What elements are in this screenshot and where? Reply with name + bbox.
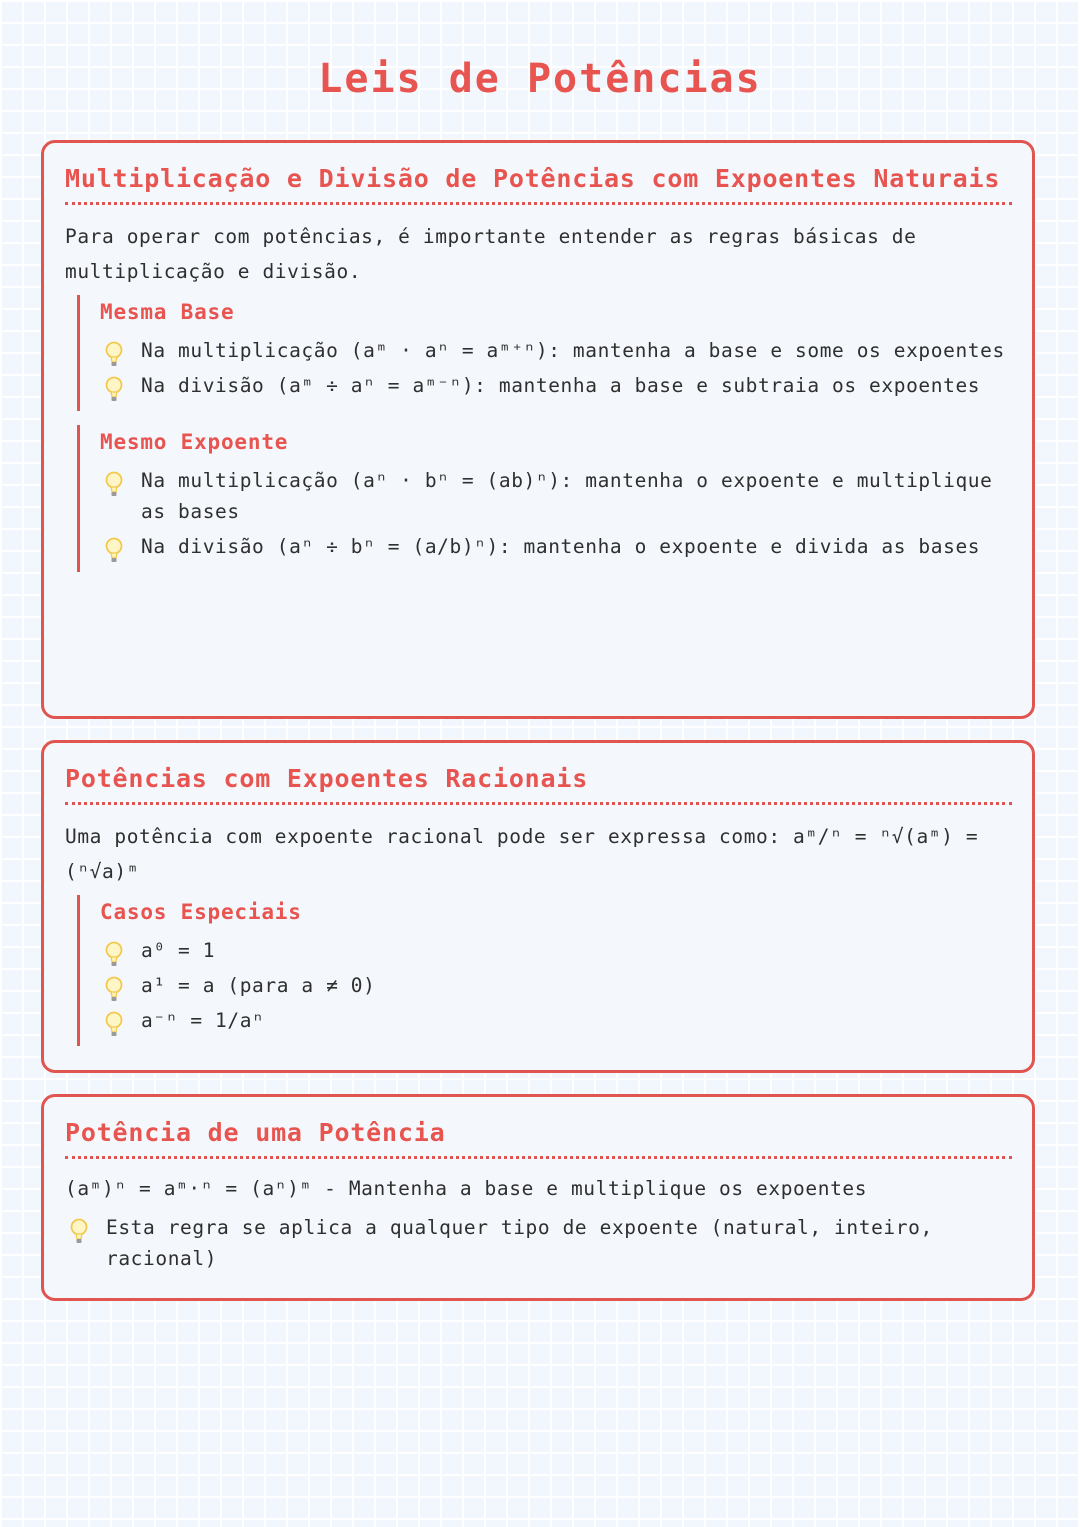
lightbulb-icon: [104, 341, 124, 369]
section-intro: Uma potência com expoente racional pode ser expressa como: aᵐ/ⁿ = ⁿ√(aᵐ) = (ⁿ√a)ᵐ: [65, 825, 979, 883]
list-item: [100, 1005, 1012, 1036]
section-power-of-power: [41, 1094, 1035, 1301]
section-rule: (aᵐ)ⁿ = aᵐ·ⁿ = (aⁿ)ᵐ - Mantenha a base e multiplique os expoentes: [65, 1177, 868, 1200]
list-item-text: Na divisão (aᵐ ÷ aⁿ = aᵐ⁻ⁿ): mantenha a base e subtraia os expoentes: [141, 374, 981, 397]
lightbulb-icon: [104, 537, 124, 565]
list-item: [100, 465, 1012, 527]
list-item: [100, 335, 1012, 366]
section-heading: Potências com Expoentes Racionais: [65, 761, 1012, 805]
list-item: [100, 935, 1012, 966]
subsection-same-exponent: [77, 425, 1012, 572]
list-item-text: Na divisão (aⁿ ÷ bⁿ = (a/b)ⁿ): mantenha o expoente e divida as bases: [141, 535, 981, 558]
lightbulb-icon: [104, 376, 124, 404]
section-note: [65, 1212, 1012, 1274]
subsection-heading: Mesmo Expoente: [100, 430, 289, 454]
section-rational-exponents: [41, 740, 1035, 1073]
subsection-heading: Casos Especiais: [100, 900, 302, 924]
lightbulb-icon: [104, 1011, 124, 1039]
lightbulb-icon: [104, 976, 124, 1004]
subsection-same-base: [77, 295, 1012, 411]
list-item: [100, 970, 1012, 1001]
section-heading: Potência de uma Potência: [65, 1115, 1012, 1159]
page-title: Leis de Potências: [318, 56, 762, 102]
list-item-text: Na multiplicação (aⁿ · bⁿ = (ab)ⁿ): mantenha o expoente e multiplique as bases: [141, 469, 993, 523]
list-item: [100, 531, 1012, 562]
lightbulb-icon: [104, 471, 124, 499]
subsection-special-cases: [77, 895, 1012, 1046]
section-multiplication-division: [41, 140, 1035, 719]
section-heading: Multiplicação e Divisão de Potências com Expoentes Naturais: [65, 161, 1012, 205]
list-item: [100, 370, 1012, 401]
lightbulb-icon: [104, 941, 124, 969]
list-item-text: a⁰ = 1: [141, 939, 216, 962]
subsection-heading: Mesma Base: [100, 300, 235, 324]
list-item-text: a¹ = a (para a ≠ 0): [141, 974, 376, 997]
lightbulb-icon: [69, 1218, 89, 1246]
note-text: Esta regra se aplica a qualquer tipo de expoente (natural, inteiro, racional): [106, 1216, 933, 1270]
list-item-text: a⁻ⁿ = 1/aⁿ: [141, 1009, 265, 1032]
list-item-text: Na multiplicação (aᵐ · aⁿ = aᵐ⁺ⁿ): mantenha a base e some os expoentes: [141, 339, 1005, 362]
section-intro: Para operar com potências, é importante entender as regras básicas de multiplicação e divisão.: [65, 225, 917, 283]
